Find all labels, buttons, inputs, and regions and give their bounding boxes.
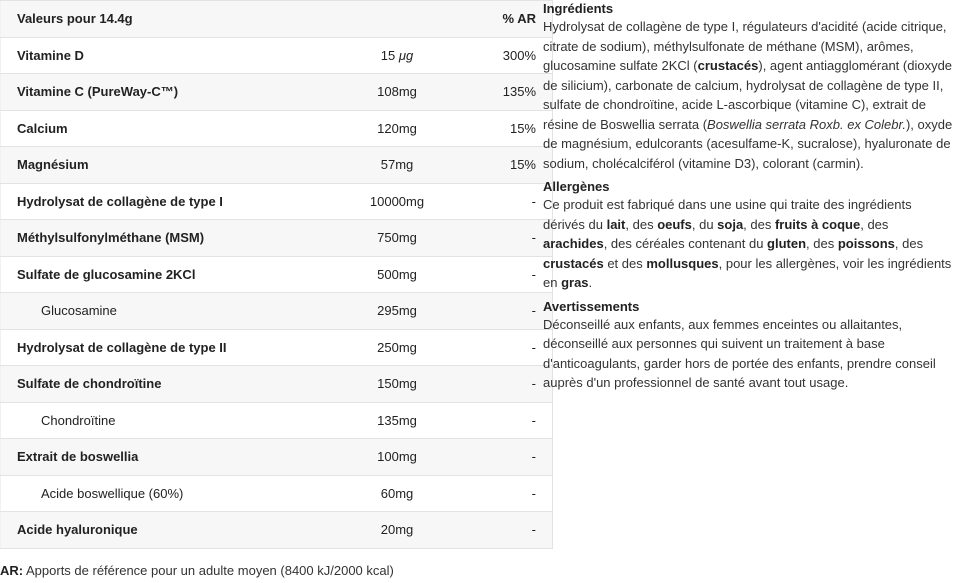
text-segment: , des [860, 216, 889, 232]
nutrient-row [1, 110, 553, 147]
ingredients-text [543, 17, 956, 173]
quantity-value: 100mg [377, 449, 417, 465]
nutrient-ar-percent: - [477, 402, 553, 439]
text-segment: , des [625, 216, 658, 232]
emphasis-text: poissons [837, 236, 895, 251]
ar-footnote [0, 563, 394, 578]
nutrient-ar-percent: - [477, 512, 553, 549]
nutrient-name: Glucosamine [1, 293, 318, 330]
text-segment: , des [806, 236, 838, 251]
nutrient-row [1, 439, 553, 476]
ingredients-section [543, 1, 956, 173]
text-segment: ), oxyde de magnésium, edulcorants (acesulfame-K, sucralose), hyaluronate de sodium, cholécalciférol (vitamine D3), colorant (carmin). [543, 116, 953, 171]
ingredients-heading: Ingrédients [543, 1, 614, 16]
nutrient-name: Sulfate de chondroïtine [1, 366, 318, 403]
warnings-section [543, 299, 956, 393]
allergens-section [543, 179, 956, 293]
nutrient-quantity [317, 366, 477, 403]
quantity-value: 57mg [380, 157, 414, 173]
ar-footnote-label: AR: [0, 563, 24, 578]
emphasis-text: lait [606, 216, 626, 232]
nutrient-name: Vitamine D [1, 37, 318, 74]
nutrient-name: Extrait de boswellia [1, 439, 318, 476]
nutrient-row [1, 147, 553, 184]
nutrient-row [1, 183, 553, 220]
nutrient-name: Magnésium [1, 147, 318, 184]
nutrient-name: Hydrolysat de collagène de type I [1, 183, 318, 220]
nutrient-name: Acide hyaluronique [1, 512, 318, 549]
nutrient-quantity [317, 37, 477, 74]
nutrient-quantity [317, 74, 477, 111]
nutrient-quantity [317, 147, 477, 184]
text-segment: Déconseillé aux enfants, aux femmes enceintes ou allaitantes, déconseillé aux personnes qui suivent un traitement à base d'anticoagulants, garder hors de portée des enfants, prendre conseil auprès d'un professionnel de santé avant tout usage. [543, 316, 936, 390]
quantity-value: 15 [380, 47, 399, 63]
quantity-value: 750mg [377, 230, 417, 246]
nutrient-quantity [317, 220, 477, 257]
nutrient-name: Chondroïtine [1, 402, 318, 439]
text-segment: Hydrolysat de collagène de type I, régulateurs d'acidité (acide citrique, citrate de sodium), méthylsulfonate de méthane (MSM), arômes, glucosamine sulfate 2KCl ( [543, 19, 947, 73]
quantity-value: 10000mg [369, 193, 425, 209]
nutrition-table-header [1, 1, 553, 38]
text-segment: , des [743, 216, 775, 232]
nutrient-row [1, 475, 553, 512]
nutrient-quantity [317, 329, 477, 366]
nutrient-quantity [317, 256, 477, 293]
allergens-heading: Allergènes [543, 179, 610, 194]
quantity-value: 108mg [377, 84, 417, 100]
nutrient-quantity [317, 512, 477, 549]
nutrient-quantity [317, 439, 477, 476]
nutrient-name: Hydrolysat de collagène de type II [1, 329, 318, 366]
nutrient-row [1, 402, 553, 439]
nutrient-quantity [317, 293, 477, 330]
quantity-value: 20mg [380, 522, 414, 538]
nutrient-quantity [317, 475, 477, 512]
nutrient-row [1, 512, 553, 549]
text-segment: , du [691, 216, 718, 232]
quantity-unit: μg [398, 47, 414, 63]
text-segment: Ce produit est fabriqué dans une usine qui traite des ingrédients dérivés du [543, 197, 912, 232]
nutrient-ar-percent: - [477, 329, 553, 366]
nutrient-name: Sulfate de glucosamine 2KCl [1, 256, 318, 293]
nutrient-quantity [317, 402, 477, 439]
text-segment: , pour les allergènes, voir les ingrédients en [543, 255, 952, 290]
warnings-heading: Avertissements [543, 298, 640, 314]
text-segment: . [588, 275, 593, 290]
quantity-value: 60mg [380, 485, 414, 501]
header-serving: Valeurs pour 14.4g [1, 1, 318, 38]
quantity-value: 295mg [377, 303, 417, 319]
emphasis-text: oeufs [657, 216, 692, 232]
nutrient-row [1, 220, 553, 257]
nutrient-row [1, 74, 553, 111]
ar-footnote-text: Apports de référence pour un adulte moyen (8400 kJ/2000 kcal) [23, 563, 394, 578]
emphasis-text: soja [717, 216, 744, 232]
emphasis-text: fruits à coque [774, 216, 861, 232]
nutrient-name: Vitamine C (PureWay-C™) [1, 74, 318, 111]
nutrient-ar-percent: - [477, 183, 553, 220]
nutrient-name: Méthylsulfonylméthane (MSM) [1, 220, 318, 257]
header-quantity [317, 1, 477, 38]
emphasis-text: gluten [767, 236, 807, 251]
nutrient-row [1, 329, 553, 366]
allergens-text [543, 195, 956, 293]
quantity-value: 120mg [377, 120, 417, 136]
text-segment: ), agent antiagglomérant (dioxyde de silicium), carbonate de calcium, hydrolysat de collagène de type II, sulfate de chondroïtine, acide L-ascorbique (vitamine C), extrait de résine de Boswellia serrata ( [543, 58, 953, 132]
nutrient-quantity [317, 183, 477, 220]
text-segment: , des céréales contenant du [603, 236, 768, 251]
nutrient-row [1, 366, 553, 403]
quantity-value: 250mg [377, 339, 417, 355]
warnings-text [543, 315, 956, 393]
nutrition-table-body [1, 37, 553, 548]
nutrient-ar-percent: - [477, 220, 553, 257]
quantity-value: 135mg [377, 412, 417, 428]
nutrient-ar-percent: - [477, 475, 553, 512]
latin-name: Boswellia serrata Roxb. ex Colebr. [707, 116, 906, 132]
nutrient-quantity [317, 110, 477, 147]
emphasis-text: crustacés [543, 255, 604, 271]
nutrient-ar-percent: 15% [477, 147, 553, 184]
emphasis-text: mollusques [646, 255, 719, 271]
nutrient-ar-percent: 135% [477, 74, 553, 111]
nutrient-ar-percent: - [477, 256, 553, 293]
product-info [543, 1, 956, 399]
quantity-value: 150mg [377, 376, 417, 392]
nutrient-row [1, 256, 553, 293]
quantity-value: 500mg [377, 266, 417, 282]
nutrient-name: Acide boswellique (60%) [1, 475, 318, 512]
nutrient-ar-percent: 300% [477, 37, 553, 74]
nutrient-ar-percent: - [477, 293, 553, 330]
emphasis-text: arachides [543, 236, 604, 251]
header-ar: % AR [477, 1, 553, 38]
text-segment: et des [603, 255, 647, 271]
text-segment: , des [894, 236, 924, 251]
nutrient-name: Calcium [1, 110, 318, 147]
nutrient-row [1, 37, 553, 74]
nutrient-ar-percent: - [477, 439, 553, 476]
nutrient-ar-percent: - [477, 366, 553, 403]
nutrient-row [1, 293, 553, 330]
emphasis-text: crustacés [697, 58, 759, 73]
emphasis-text: gras [561, 275, 589, 290]
nutrient-ar-percent: 15% [477, 110, 553, 147]
